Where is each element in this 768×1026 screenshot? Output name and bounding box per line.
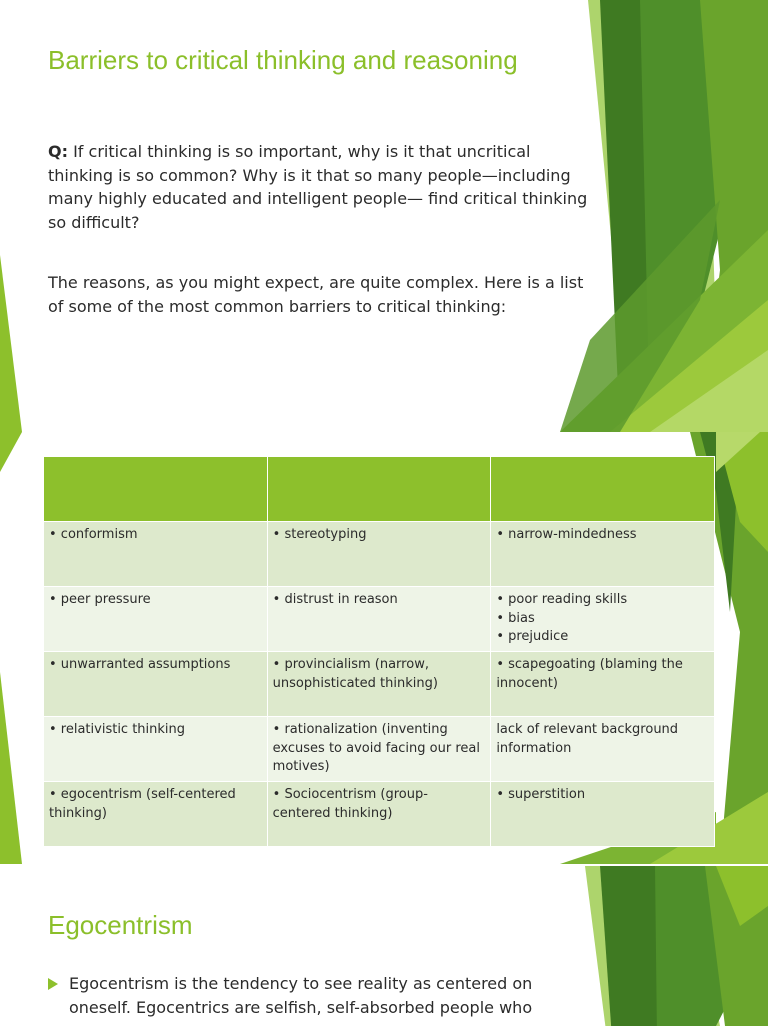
slide-barriers-intro bbox=[0, 0, 768, 432]
table-header-row bbox=[44, 457, 715, 522]
table-cell: • conformism bbox=[44, 522, 268, 587]
table-cell: • rationalization (inventing excuses to avoid facing our real motives) bbox=[267, 717, 491, 782]
bullet-text: Egocentrism is the tendency to see reality as centered on oneself. Egocentrics are selfish, self-absorbed people who bbox=[69, 974, 533, 1017]
reasons-paragraph: The reasons, as you might expect, are quite complex. Here is a list of some of the most common barriers to critical thinking: bbox=[48, 273, 584, 316]
table-cell: • scapegoating (blaming the innocent) bbox=[491, 652, 715, 717]
table-cell: • poor reading skills • bias • prejudice bbox=[491, 587, 715, 652]
table-cell: • distrust in reason bbox=[267, 587, 491, 652]
question-text: If critical thinking is so important, why is it that uncritical thinking is so common? Why is it that so many people—including many highly educated and intelligent people— find critical thinking so difficult? bbox=[48, 142, 588, 232]
table-row bbox=[44, 587, 715, 652]
table-header-cell bbox=[44, 457, 268, 522]
table-cell: • provincialism (narrow, unsophisticated thinking) bbox=[267, 652, 491, 717]
table-cell: lack of relevant background information bbox=[491, 717, 715, 782]
table-cell: • stereotyping bbox=[267, 522, 491, 587]
question-paragraph bbox=[48, 140, 588, 234]
table-cell: • superstition bbox=[491, 782, 715, 847]
table-cell: • peer pressure bbox=[44, 587, 268, 652]
table-header-cell bbox=[267, 457, 491, 522]
slide-title: Barriers to critical thinking and reasoning bbox=[48, 45, 518, 75]
section-title: Egocentrism bbox=[48, 910, 193, 940]
table-header-cell bbox=[491, 457, 715, 522]
table-cell: • unwarranted assumptions bbox=[44, 652, 268, 717]
table-cell: • narrow-mindedness bbox=[491, 522, 715, 587]
barriers-table bbox=[43, 456, 715, 847]
slide-barriers-table bbox=[0, 432, 768, 864]
table-row bbox=[44, 522, 715, 587]
table-cell: • relativistic thinking bbox=[44, 717, 268, 782]
table-row bbox=[44, 717, 715, 782]
q-label: Q: bbox=[48, 142, 68, 161]
table-row bbox=[44, 652, 715, 717]
table-cell: • Sociocentrism (group-centered thinking) bbox=[267, 782, 491, 847]
triangle-bullet-icon bbox=[48, 978, 58, 990]
table-cell: • egocentrism (self-centered thinking) bbox=[44, 782, 268, 847]
slide-egocentrism bbox=[0, 866, 768, 1026]
table-row bbox=[44, 782, 715, 847]
